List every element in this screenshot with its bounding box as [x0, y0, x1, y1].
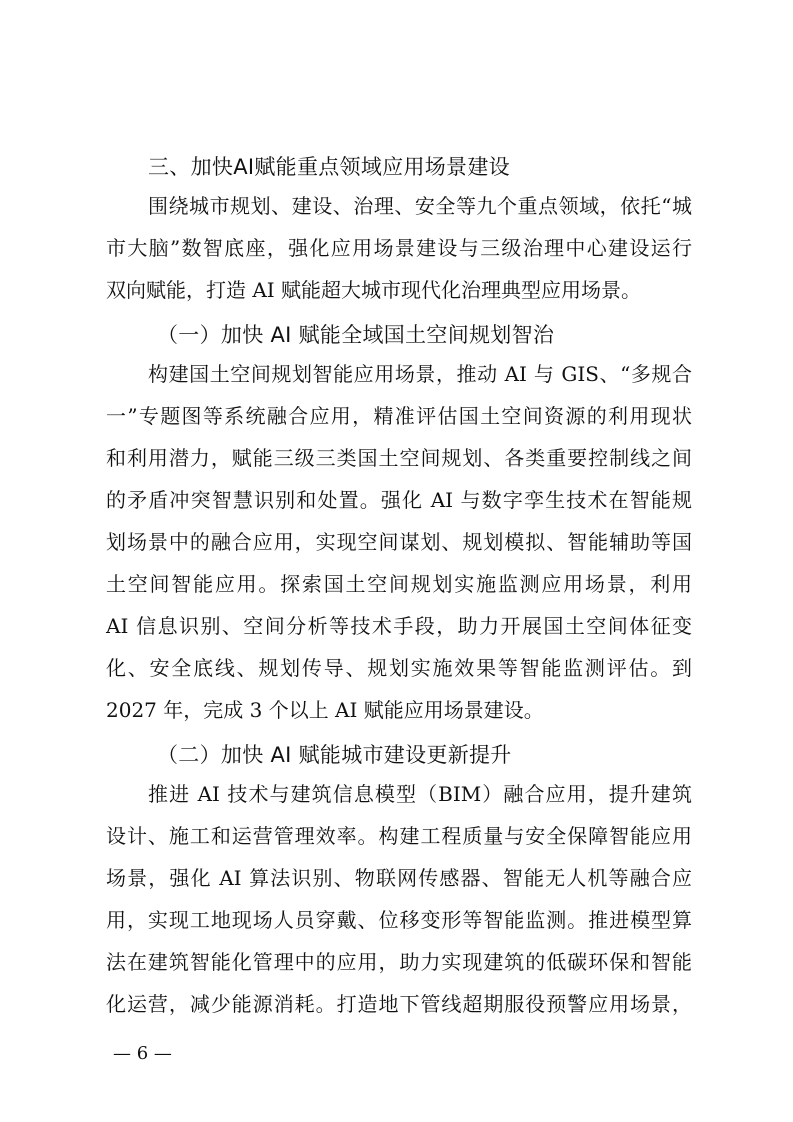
paragraph-line: 法在建筑智能化管理中的应用，助力实现建筑的低碳环保和智能: [106, 950, 692, 974]
paragraph-line: 围绕城市规划、建设、治理、安全等九个重点领域，依托“城: [148, 194, 692, 218]
subsection-heading: （一）加快 AI 赋能全域国土空间规划智治: [157, 323, 555, 347]
paragraph-line: 推进 AI 技术与建筑信息模型（BIM）融合应用，提升建筑: [148, 782, 692, 806]
paragraph-line: 市大脑”数智底座，强化应用场景建设与三级治理中心建设运行: [106, 236, 692, 260]
paragraph-line: 划场景中的融合应用，实现空间谋划、规划模拟、智能辅助等国: [106, 530, 692, 554]
paragraph-line: 一”专题图等系统融合应用，精准评估国土空间资源的利用现状: [106, 404, 692, 428]
paragraph-line: 场景，强化 AI 算法识别、物联网传感器、智能无人机等融合应: [106, 866, 692, 890]
paragraph-line: 和利用潜力，赋能三级三类国土空间规划、各类重要控制线之间: [106, 446, 692, 470]
paragraph-line: 的矛盾冲突智慧识别和处置。强化 AI 与数字孪生技术在智能规: [106, 488, 692, 512]
paragraph-line: AI 信息识别、空间分析等技术手段，助力开展国土空间体征变: [106, 614, 692, 638]
paragraph-line: 化、安全底线、规划传导、规划实施效果等智能监测评估。到: [106, 656, 692, 680]
subsection-heading: （二）加快 AI 赋能城市建设更新提升: [157, 743, 512, 767]
page-number: — 6 —: [113, 1043, 172, 1064]
paragraph-line: 构建国土空间规划智能应用场景，推动 AI 与 GIS、“多规合: [148, 362, 692, 386]
paragraph-line: 化运营，减少能源消耗。打造地下管线超期服役预警应用场景，: [106, 992, 692, 1016]
section-heading: 三、加快AI赋能重点领域应用场景建设: [148, 155, 510, 179]
paragraph-line: 土空间智能应用。探索国土空间规划实施监测应用场景，利用: [106, 572, 692, 596]
paragraph-line: 双向赋能，打造 AI 赋能超大城市现代化治理典型应用场景。: [106, 278, 642, 302]
paragraph-line: 2027 年，完成 3 个以上 AI 赋能应用场景建设。: [106, 698, 544, 722]
paragraph-line: 用，实现工地现场人员穿戴、位移变形等智能监测。推进模型算: [106, 908, 692, 932]
paragraph-line: 设计、施工和运营管理效率。构建工程质量与安全保障智能应用: [106, 824, 692, 848]
